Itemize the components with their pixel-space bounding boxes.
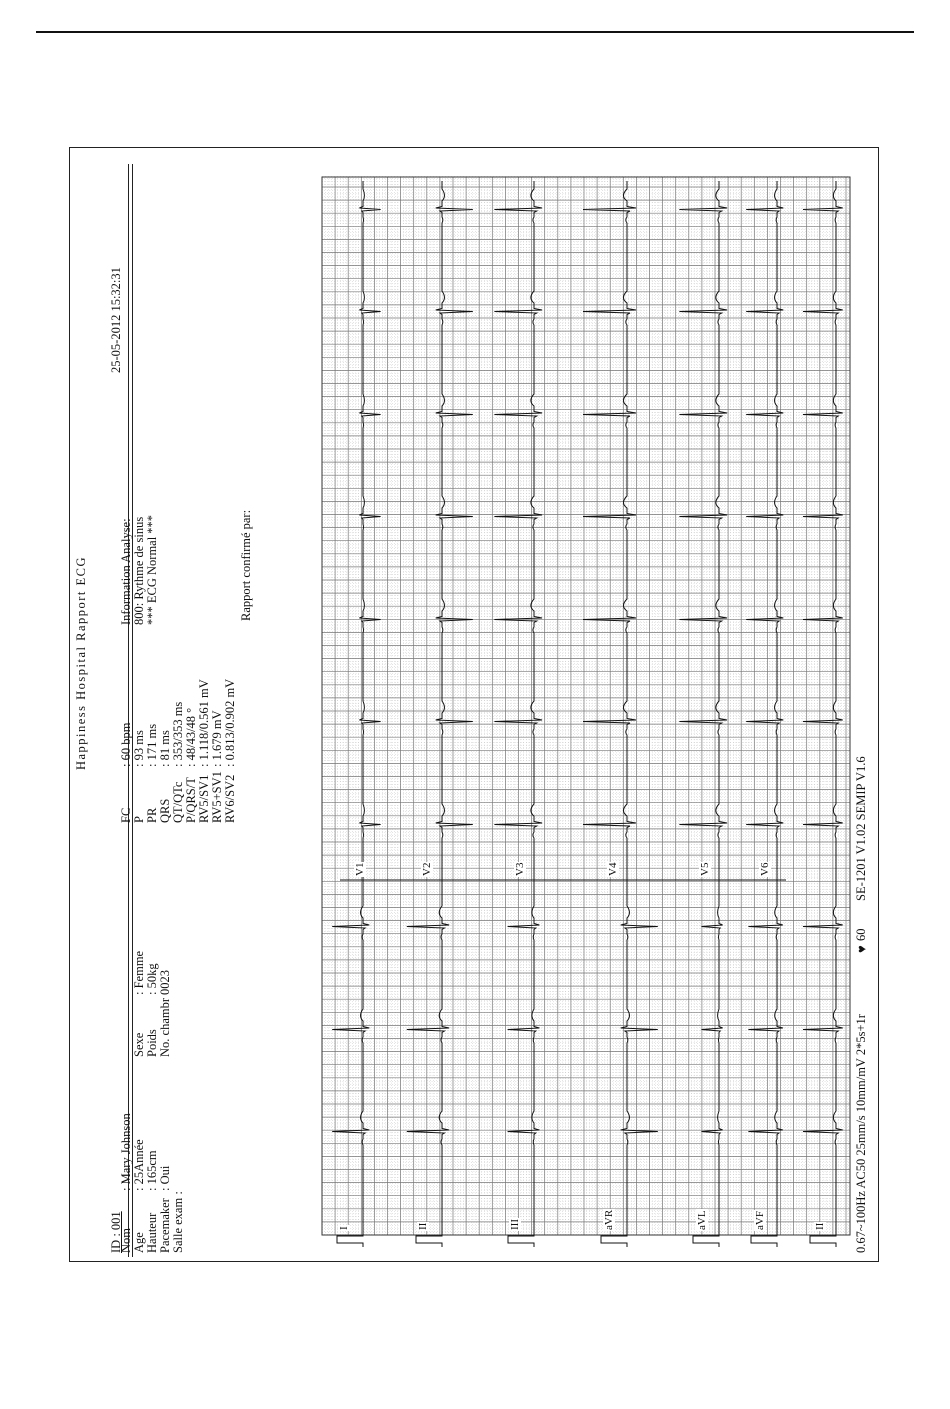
footer-settings: 0.67~100Hz AC50 25mm/s 10mm/mV 2*5s+1r [854, 1014, 868, 1253]
measure-value-4: : 353/353 ms [171, 701, 185, 767]
lead-label-v4: V4 [607, 862, 619, 876]
measure-label-3: QRS [158, 798, 172, 823]
ecg-trace-row-1 [332, 181, 380, 1231]
patient-row-value-0: : Mary Johnson [119, 1113, 133, 1191]
measure-label-6: RV5/SV1 [197, 774, 211, 823]
measure-label-1: P [132, 816, 146, 823]
calibration-pulse-6 [751, 1231, 777, 1247]
measure-label-0: FC [119, 807, 133, 823]
measure-value-7: : 1.679 mV [210, 710, 224, 767]
lead-label-v3: V3 [514, 862, 526, 876]
measure-label-4: QT/QTc [171, 781, 185, 823]
footer-device: SE-1201 V1.02 SEMIP V1.6 [854, 756, 868, 901]
measure-value-6: : 1.118/0.561 mV [197, 679, 211, 767]
calibration-pulse-1 [337, 1231, 363, 1247]
measure-value-3: : 81 ms [158, 730, 172, 767]
measure-label-2: PR [145, 807, 159, 823]
report-datetime: 25-05-2012 15:32:31 [109, 267, 123, 373]
patient-row-label-3: Pacemaker [158, 1198, 172, 1253]
ecg-trace-row-5 [679, 181, 727, 1231]
patient-row-label-2: Hauteur [145, 1212, 159, 1253]
calibration-pulse-3 [508, 1231, 534, 1247]
lead-label-i: I [338, 1226, 350, 1230]
measure-value-5: : 48/43/48 ° [184, 707, 198, 767]
patient2-row-value-1: : 50kg [145, 963, 159, 995]
measure-value-8: : 0.813/0.902 mV [223, 678, 237, 767]
ecg-trace-row-7 [803, 181, 843, 1231]
ecg-trace-row-4 [583, 181, 658, 1231]
patient-row-label-0: Nom [119, 1228, 133, 1253]
report-title: Happiness Hospital Rapport ECG [74, 555, 88, 771]
lead-label-iii: III [509, 1219, 521, 1230]
calibration-pulse-2 [416, 1231, 442, 1247]
measure-label-7: RV5+SV1 [210, 771, 224, 823]
patient-id: ID : 001 [109, 1211, 123, 1253]
grid-border [322, 177, 850, 1235]
heart-icon: ♥ [854, 945, 869, 953]
lead-label-v2: V2 [421, 862, 433, 876]
ecg-grid [70, 148, 879, 1262]
lead-label-avr: aVR [603, 1209, 615, 1230]
top-rule [36, 31, 914, 33]
rotated-page [70, 148, 879, 1262]
patient-row-value-3: : Oui [158, 1165, 172, 1191]
calibration-pulse-7 [810, 1231, 836, 1247]
patient2-row-label-2: No. chambr [158, 997, 172, 1057]
confirmed-by: Rapport confirmé par: [239, 509, 253, 621]
measure-value-0: : 60 bpm [119, 722, 133, 767]
lead-label-avf: aVF [754, 1211, 766, 1230]
patient-row-value-1: : 25Année [132, 1139, 146, 1191]
lead-label-v5: V5 [699, 862, 711, 876]
ecg-report-frame [69, 147, 879, 1262]
footer-heart-rate: 60 [854, 928, 868, 941]
lead-label-avl: aVL [696, 1210, 708, 1230]
patient2-row-label-1: Poids [145, 1029, 159, 1057]
patient-row-label-4: Salle exam : [171, 1191, 185, 1253]
patient2-row-value-0: : Femme [132, 950, 146, 995]
lead-label-ii-rhythm: II [814, 1222, 826, 1230]
measure-label-8: RV6/SV2 [223, 774, 237, 823]
patient2-row-label-0: Sexe [132, 1032, 146, 1057]
measure-value-1: : 93 ms [132, 730, 146, 767]
patient-row-value-2: : 165cm [145, 1150, 159, 1191]
patient-row-label-1: Age [132, 1232, 146, 1253]
analysis-line-1: 800: Rythme de sinus [132, 516, 146, 625]
lead-label-ii: II [417, 1222, 429, 1230]
measure-value-2: : 171 ms [145, 723, 159, 767]
analysis-heading: Information Analyse: [119, 518, 133, 625]
patient2-row-value-2: 0023 [158, 970, 172, 995]
analysis-line-2: *** ECG Normal *** [145, 514, 159, 625]
lead-label-v1: V1 [354, 862, 366, 876]
lead-label-v6: V6 [759, 862, 771, 876]
measure-label-5: P/QRS/T [184, 777, 198, 823]
